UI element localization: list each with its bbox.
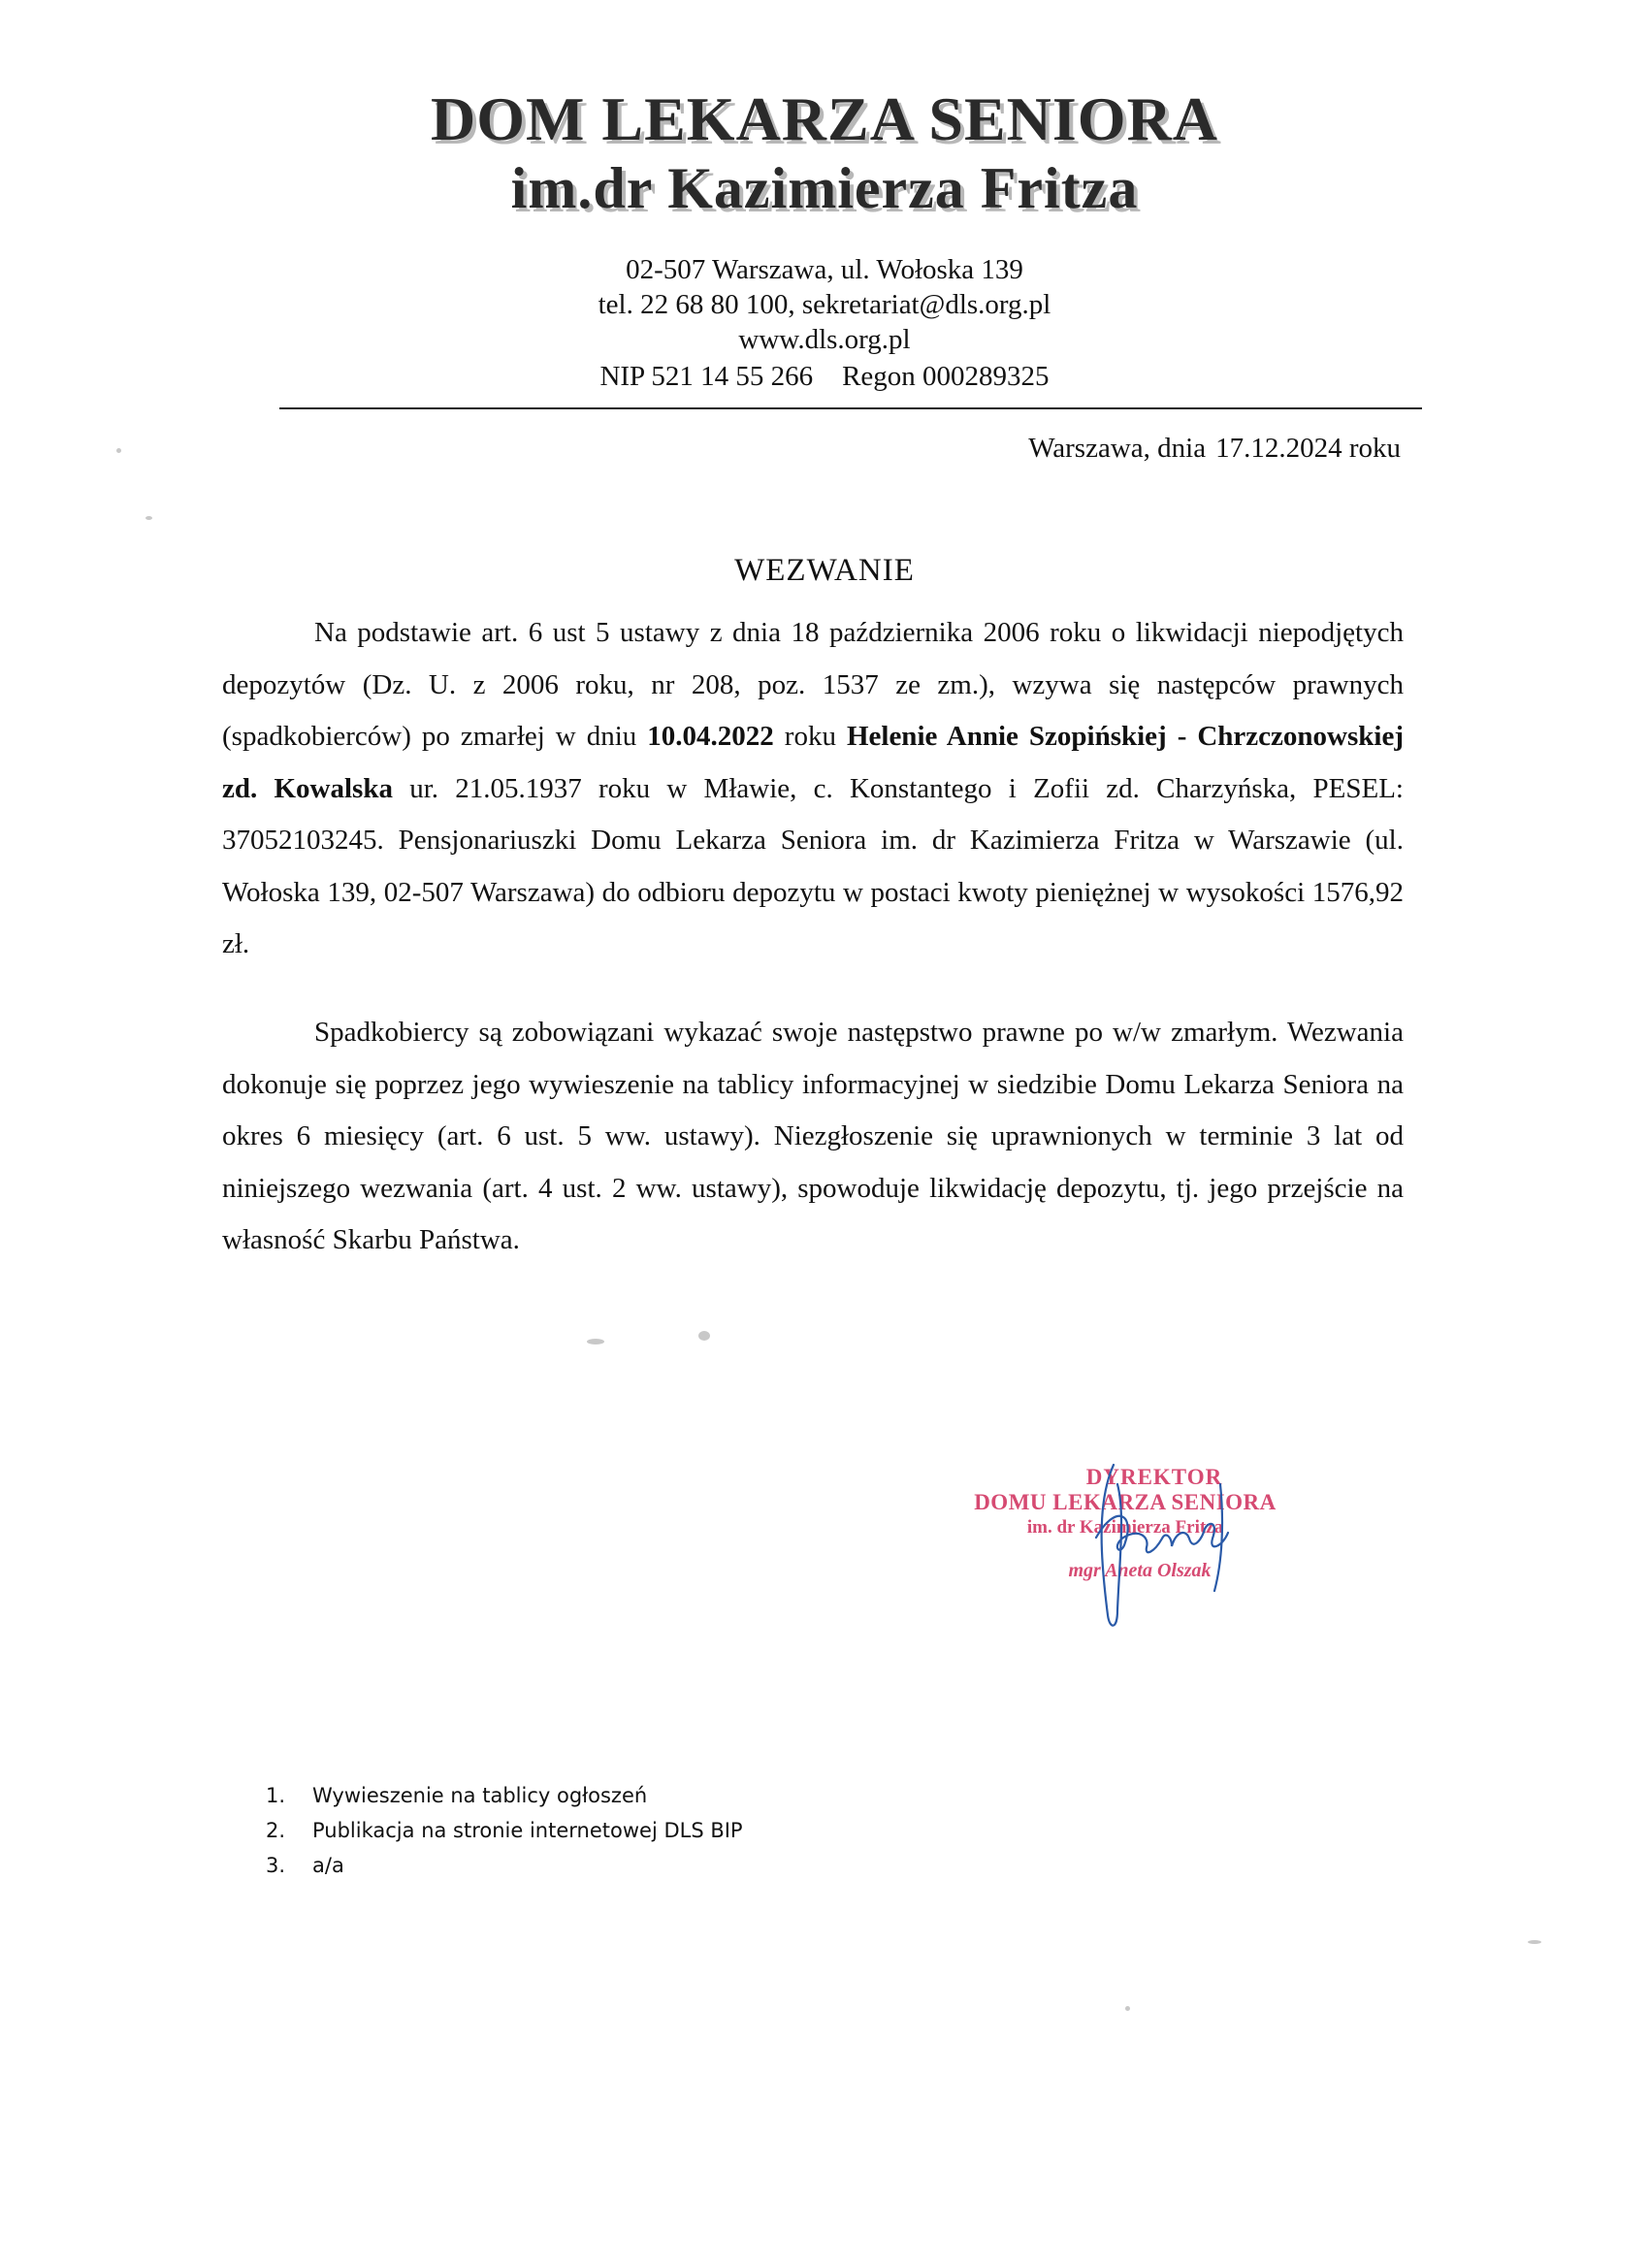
scan-speck <box>1528 1940 1541 1944</box>
nip-number: NIP 521 14 55 266 <box>599 361 814 392</box>
scan-speck <box>587 1339 604 1345</box>
body-paragraph-2 <box>222 1007 1404 1267</box>
header-divider <box>279 407 1422 409</box>
stamp-signatory: mgr Aneta Olszak <box>1068 1560 1212 1581</box>
letterhead-subtitle: im.dr Kazimierza Fritza <box>510 156 1139 220</box>
deceased-name: Helenie Annie Szopińskiej - Chrzczonowskiej zd. Kowalska <box>222 721 1404 804</box>
document-heading: WEZWANIE <box>734 553 915 588</box>
death-date: 10.04.2022 <box>647 721 774 752</box>
letterhead-website: www.dls.org.pl <box>738 324 911 355</box>
distribution-list <box>266 1778 743 1883</box>
list-item-number: 2. <box>266 1819 286 1842</box>
regon-number: Regon 000289325 <box>842 361 1050 392</box>
list-item <box>266 1778 743 1813</box>
handwritten-signature <box>1057 1445 1271 1639</box>
list-item-number: 1. <box>266 1784 286 1807</box>
list-item-text: a/a <box>312 1854 344 1877</box>
stamp-institution: DOMU LEKARZA SENIORA <box>974 1490 1277 1514</box>
list-item-number: 3. <box>266 1854 286 1877</box>
paragraph1-text-c: ur. 21.05.1937 roku w Mławie, c. Konstantego i Zofii zd. Charzyńska, PESEL: 37052103245. Pensjonariuszki Domu Lekarza Seniora im. dr Kazimierza Fritza w Warszawie (ul. Wołoska 139, 02-507 Warszawa) do odbioru depozytu w postaci kwoty pieniężnej w wysokości 1576,92 zł. <box>222 772 1404 959</box>
stamp-patron: im. dr Kazimierza Fritza <box>1026 1517 1224 1538</box>
list-item-text: Publikacja na stronie internetowej DLS BIP <box>312 1819 743 1842</box>
stamp-title: DYREKTOR <box>1085 1465 1223 1489</box>
scan-speck <box>1125 2006 1130 2011</box>
scan-speck <box>698 1331 710 1341</box>
body-paragraph-1 <box>222 607 1404 971</box>
letterhead-title: DOM LEKARZA SENIORA <box>431 84 1218 153</box>
document-date <box>1028 433 1401 465</box>
letterhead-address: 02-507 Warszawa, ul. Wołoska 139 <box>626 254 1023 285</box>
list-item-text: Wywieszenie na tablicy ogłoszeń <box>312 1784 648 1807</box>
list-item <box>266 1813 743 1848</box>
letterhead-ids <box>0 359 1649 394</box>
scan-speck <box>116 448 121 453</box>
date-value: 17.12.2024 roku <box>1215 433 1401 464</box>
scan-speck <box>146 516 152 520</box>
paragraph2-text: Spadkobiercy są zobowiązani wykazać swoje następstwo prawne po w/w zmarłym. Wezwania dokonuje się poprzez jego wywieszenie na tablicy informacyjnej w siedzibie Domu Lekarza Seniora na okres 6 miesięcy (art. 6 ust. 5 ww. ustawy). Niezgłoszenie się uprawnionych w terminie 3 lat od niniejszego wezwania (art. 4 ust. 2 ww. ustawy), spowoduje likwidację depozytu, tj. jego przejście na własność Skarbu Państwa. <box>222 1017 1404 1255</box>
letterhead-contact: tel. 22 68 80 100, sekretariat@dls.org.pl <box>598 289 1051 320</box>
paragraph1-text-a: Na podstawie art. 6 ust 5 ustawy z dnia 18 października 2006 roku o likwidacji niepodjętych depozytów (Dz. U. z 2006 roku, nr 208, poz. 1537 ze zm.), wzywa się następców prawnych (spadkobierców) po zmarłej w dniu <box>222 617 1404 752</box>
paragraph1-text-b: roku <box>773 721 847 752</box>
date-prefix: Warszawa, dnia <box>1028 433 1207 464</box>
list-item <box>266 1848 743 1883</box>
